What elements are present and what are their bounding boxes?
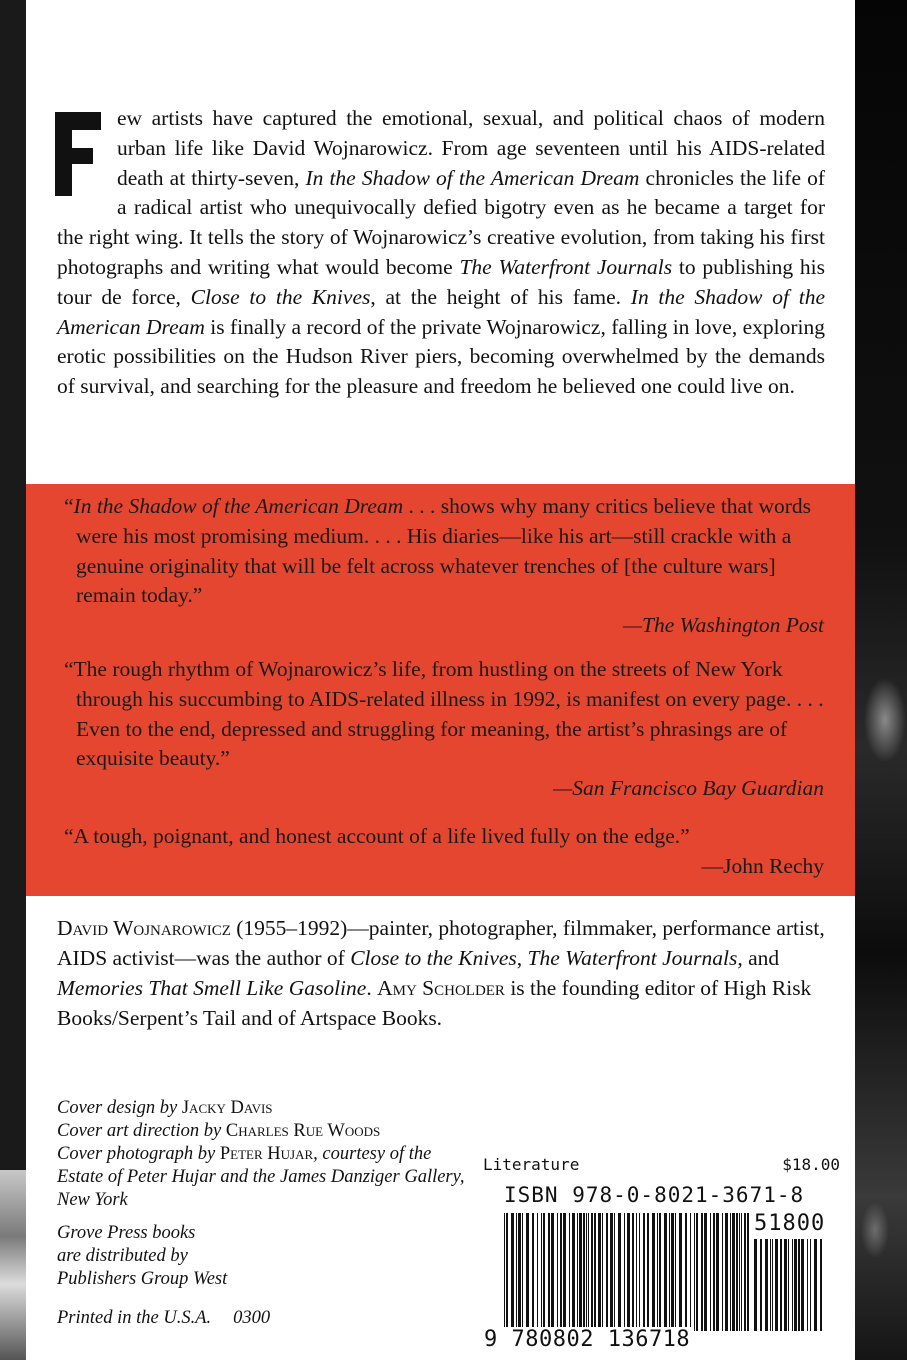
- barcode-bar: [765, 1239, 768, 1331]
- cover-credits: [57, 1097, 477, 1291]
- barcode-bar: [627, 1213, 630, 1331]
- barcode-bar: [679, 1213, 682, 1331]
- text-run: is finally a record of the private Wojnarowicz, falling in love, exploring erotic possibilities on the Hudson River piers, becoming overwhelmed by the demands of survival, and searching for the pleasure and freedom he believed one could live on.: [57, 314, 825, 399]
- review-quote: [64, 655, 824, 804]
- barcode-bar: [506, 1213, 508, 1331]
- intro-blurb: [57, 104, 825, 402]
- barcode-bar: [760, 1239, 762, 1331]
- barcode-bar: [669, 1213, 670, 1331]
- barcode-bar: [814, 1239, 817, 1331]
- barcode-bar: [618, 1213, 621, 1331]
- quote-text: [64, 655, 824, 774]
- barcode-bar: [504, 1213, 505, 1331]
- barcode-bar: [560, 1213, 562, 1331]
- text-run: “The rough rhythm of Wojnarowicz’s life, from hustling on the streets of New York through his succumbing to AIDS-related illness in 1992, is manifest on every page. . . . Even to the end, depressed and struggling for meaning, the artist’s phrasings are of exquisite beauty.”: [64, 657, 824, 771]
- barcode-bar: [511, 1213, 514, 1331]
- barcode-bar: [716, 1213, 719, 1331]
- barcode-bar: [526, 1213, 529, 1331]
- text-run: Close to the Knives: [190, 284, 371, 309]
- barcode-bar: [522, 1213, 523, 1331]
- barcode-bar: [591, 1213, 593, 1331]
- text-run: chronicles the life of a radical artist who unequivocally defied bigotry even as he became a target for the right wing. It tells the story of Wojnarowicz’s creative evolution, from taking his first photographs and writing what would become: [57, 165, 825, 279]
- barcode-bar: [794, 1239, 797, 1331]
- text-run: (1955–1992)—painter, photographer, filmmaker, performance artist, AIDS activist—was the author of: [57, 916, 825, 970]
- barcode-bar: [710, 1213, 711, 1331]
- barcode-box: [478, 1151, 844, 1360]
- barcode-digits: 9 780802 136718: [484, 1327, 691, 1352]
- barcode-bar: [543, 1213, 545, 1331]
- barcode-bar: [518, 1213, 521, 1331]
- barcode-bar: [810, 1239, 811, 1331]
- barcode-bar: [588, 1213, 589, 1331]
- author-bio: [57, 913, 827, 1033]
- cover-photo-edge-right: [855, 0, 907, 1360]
- barcode-bar: [690, 1213, 691, 1331]
- barcode-bar: [606, 1213, 608, 1331]
- barcode-bar: [725, 1213, 728, 1331]
- barcode-bar: [739, 1213, 740, 1331]
- quote-attribution: —The Washington Post: [622, 613, 824, 638]
- price-label: $18.00: [782, 1155, 840, 1174]
- text-run: In the Shadow of the American Dream: [57, 284, 825, 339]
- isbn-label: ISBN 978-0-8021-3671-8: [504, 1183, 805, 1207]
- barcode-bar: [569, 1213, 570, 1331]
- barcode-bar: [563, 1213, 566, 1331]
- barcode-bar: [624, 1213, 625, 1331]
- barcode-bar: [696, 1213, 698, 1331]
- printed-line: Printed in the U.S.A. 0300: [57, 1308, 271, 1328]
- text-run: The Waterfront Journals: [459, 254, 673, 279]
- text-run: In the Shadow of the American Dream: [305, 165, 640, 190]
- barcode-bar: [636, 1213, 637, 1331]
- review-quote: [64, 822, 824, 882]
- text-run: Amy Scholder: [377, 976, 505, 1000]
- barcode-bar: [577, 1213, 578, 1331]
- text-run: is the founding editor of High Risk Books/Serpent’s Tail and of Artspace Books.: [57, 976, 812, 1030]
- barcode-bar: [772, 1239, 773, 1331]
- cover-art-credit: Cover art direction by Charles Rue Woods: [57, 1121, 381, 1141]
- barcode-bar: [784, 1239, 787, 1331]
- barcode-bar: [579, 1213, 582, 1331]
- price-addon-code: 51800: [754, 1211, 826, 1236]
- text-run: .: [366, 976, 378, 1000]
- quote-attribution: —John Rechy: [701, 853, 824, 878]
- barcode-bar: [798, 1239, 800, 1331]
- barcode-bar: [744, 1213, 746, 1331]
- barcode-bar: [548, 1213, 550, 1331]
- text-run: ew artists have captured the emotional, sexual, and political chaos of modern urban life like David Wojnarowicz. From age seventeen until his AIDS-related death at thirty-seven,: [117, 106, 825, 190]
- text-run: In the Shadow of the American Dream: [73, 494, 404, 518]
- barcode-bar: [722, 1213, 723, 1331]
- barcode-bar: [732, 1213, 735, 1331]
- barcode-bars: [504, 1213, 749, 1331]
- barcode-bar: [572, 1213, 575, 1331]
- barcode-bar: [657, 1213, 658, 1331]
- barcode-bar: [701, 1213, 703, 1331]
- barcode-bar: [632, 1213, 634, 1331]
- category-label: Literature: [483, 1155, 580, 1174]
- text-run: “A tough, poignant, and honest account of a life lived fully on the edge.”: [64, 824, 690, 848]
- distribution-line: Grove Press books: [57, 1223, 196, 1243]
- barcode-bar: [770, 1239, 771, 1331]
- barcode-bar: [557, 1213, 558, 1331]
- text-run: Close to the Knives: [350, 946, 517, 970]
- barcode-bar: [659, 1213, 661, 1331]
- text-run: The Waterfront Journals: [527, 946, 738, 970]
- barcode-bar: [537, 1213, 538, 1331]
- text-run: “: [64, 494, 74, 518]
- barcode-bar: [516, 1213, 517, 1331]
- barcode-bar: [741, 1213, 742, 1331]
- barcode-bar: [647, 1213, 649, 1331]
- barcode-bar: [704, 1213, 707, 1331]
- barcode-bar: [675, 1213, 676, 1331]
- barcode-bar: [610, 1213, 613, 1331]
- intro-paragraph: [57, 104, 825, 402]
- barcode-bar: [639, 1213, 640, 1331]
- barcode-bar: [747, 1213, 749, 1331]
- barcode-bar: [602, 1213, 603, 1331]
- barcode-bar: [694, 1213, 695, 1331]
- cover-photo-edge-left: [0, 1170, 26, 1360]
- cover-photo-credit: Cover photograph by Peter Hujar, courtesy of the Estate of Peter Hujar and the James Danziger Gallery, New York: [57, 1144, 465, 1210]
- barcode-bar: [614, 1213, 615, 1331]
- barcode-bar: [775, 1239, 778, 1331]
- print-code: 0300: [233, 1308, 271, 1328]
- text-run: David Wojnarowicz: [57, 916, 231, 940]
- barcode-bar: [532, 1213, 534, 1331]
- barcode-bar: [713, 1213, 715, 1331]
- barcode-bar: [685, 1213, 687, 1331]
- praise-panel: [26, 484, 855, 896]
- barcode-bar: [643, 1213, 645, 1331]
- barcode-bar: [551, 1213, 554, 1331]
- quote-attribution: —San Francisco Bay Guardian: [553, 776, 824, 801]
- distribution-line: Publishers Group West: [57, 1269, 228, 1289]
- quote-text: [64, 822, 824, 852]
- barcode-bar: [788, 1239, 789, 1331]
- barcode-bar: [652, 1213, 655, 1331]
- barcode-bar: [820, 1239, 822, 1331]
- text-run: , and: [737, 946, 780, 970]
- barcode-bar: [736, 1213, 738, 1331]
- barcode-bar: [586, 1213, 587, 1331]
- barcode-bar: [594, 1213, 596, 1331]
- text-run: to publishing his tour de force,: [57, 254, 825, 309]
- barcode-bar: [807, 1239, 808, 1331]
- barcode-bar: [730, 1213, 731, 1331]
- barcode-bar: [801, 1239, 804, 1331]
- barcode-addon-bars: [754, 1239, 824, 1331]
- text-run: . . . shows why many critics believe that words were his most promising medium. . . . His diaries—like his art—still crackle with a genuine originality that will be felt across whatever trenches of [the culture wars] remain today.”: [76, 494, 811, 608]
- text-run: ,: [516, 946, 528, 970]
- barcode-bar: [780, 1239, 782, 1331]
- review-quote: [64, 492, 824, 641]
- barcode-bar: [664, 1213, 667, 1331]
- drop-cap: [55, 112, 107, 196]
- barcode-bar: [671, 1213, 674, 1331]
- quote-text: [64, 492, 824, 611]
- barcode-bar: [792, 1239, 793, 1331]
- text-run: , at the height of his fame.: [370, 284, 631, 309]
- barcode-bar: [541, 1213, 542, 1331]
- text-run: Memories That Smell Like Gasoline: [57, 976, 367, 1000]
- barcode-bar: [583, 1213, 585, 1331]
- barcode-bar: [754, 1239, 757, 1331]
- distribution-line: are distributed by: [57, 1246, 188, 1266]
- cover-design-credit: Cover design by Jacky Davis: [57, 1098, 273, 1118]
- barcode-bar: [598, 1213, 601, 1331]
